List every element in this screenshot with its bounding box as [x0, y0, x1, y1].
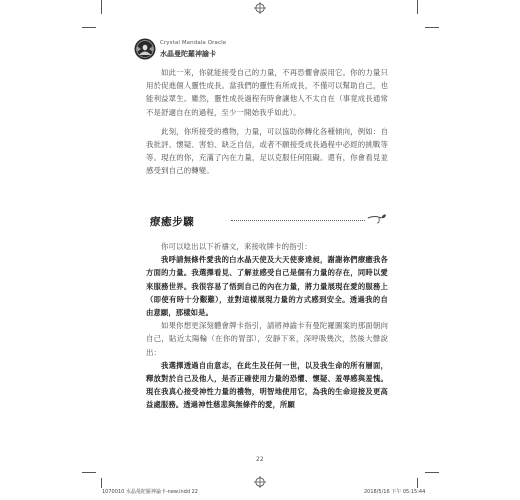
crop-mark-bottom-left-v: [101, 478, 102, 488]
crop-mark-top-left-h: [82, 27, 96, 28]
section-title: 療癒步驟: [150, 216, 195, 228]
body-text-bottom: [146, 240, 388, 412]
section-dotted-rule: [231, 220, 365, 221]
crop-mark-top-right-h: [425, 27, 439, 28]
registration-mark-top-icon: [254, 2, 266, 14]
instruction-paragraph: 如果你想更深刻體會牌卡指引，請將神諭卡有曼陀羅圖案的那面朝向自己，貼近太陽輪（在你的胃部），安靜下來，深呼吸幾次，然後大聲說出：: [146, 321, 388, 357]
body-text-top: [146, 66, 388, 178]
crystal-mandala-logo-icon: [134, 38, 156, 60]
prayer-1: 我呼請無條件愛我的白水晶天使及大天使麥達昶，謝謝祢們療癒我各方面的力量。我選擇看見、了解並感受自己是個有力量的存在，同時以愛來服務世界。我很容易了悟到自己的內在力量，將力量展現在愛的服務上（即使有時十分艱難），並對這樣展現力量的方式感到安全。透過我的自由意願，那樣如是。: [146, 255, 388, 318]
crop-mark-bottom-left-h: [82, 472, 96, 473]
paragraph-1: 如此一來，你就能接受自己的力量，不再恐懼會誤用它。你的力量只用於促進個人靈性成長。當我們的靈性有所成長，不僅可以幫助自己，也能利益眾生。雖然，靈性成長過程有時會讓他人不太自在（事竟成長通常不是舒適自在的過程，至少一開始我乎如此）。: [146, 68, 388, 117]
crop-mark-top-left-v: [101, 0, 102, 14]
print-slug-timestamp: 2018/5/16 下午 05:15:44: [364, 489, 426, 495]
prayer-intro: 你可以唸出以下祈禱文，來接收牌卡的指引：: [161, 242, 312, 251]
page-number: 22: [256, 456, 264, 463]
prayer-2: 我選擇透過自由意志，在此生及任何一世，以及我生命的所有層面，釋放對於自己及他人，是否正確使用力量的恐懼、懷疑、羞辱感與羞愧。現在我真心接受神性力量的禮物，明智地使用它，為我的生命迎接及更高益處服務。透過神性慈悲與無條件的愛，所願: [146, 360, 388, 410]
print-slug-filename: 1070010 水晶曼陀羅神論卡-new.indd 22: [102, 489, 198, 495]
registration-mark-bottom-icon: [254, 476, 266, 488]
brand-name-english: Crystal Mandala Oracle: [160, 40, 227, 46]
leaf-ornament-icon: [367, 212, 387, 224]
paragraph-2: 此刻，你所接受的禮物，力量，可以協助你轉化各種傾向，例如：自我批評、懷疑、害怕、缺乏自信，或者不願接受成長過程中必經的挑戰等等。現在的你，充滿了內在力量，足以克服任何阻礙。還有，你會看見並感受到自己的轉變。: [146, 126, 388, 176]
brand-name-chinese: 水晶曼陀羅神諭卡: [160, 50, 216, 58]
crop-mark-top-right-v: [417, 0, 418, 14]
crop-mark-bottom-right-h: [425, 472, 439, 473]
crop-mark-bottom-right-v: [417, 478, 418, 488]
